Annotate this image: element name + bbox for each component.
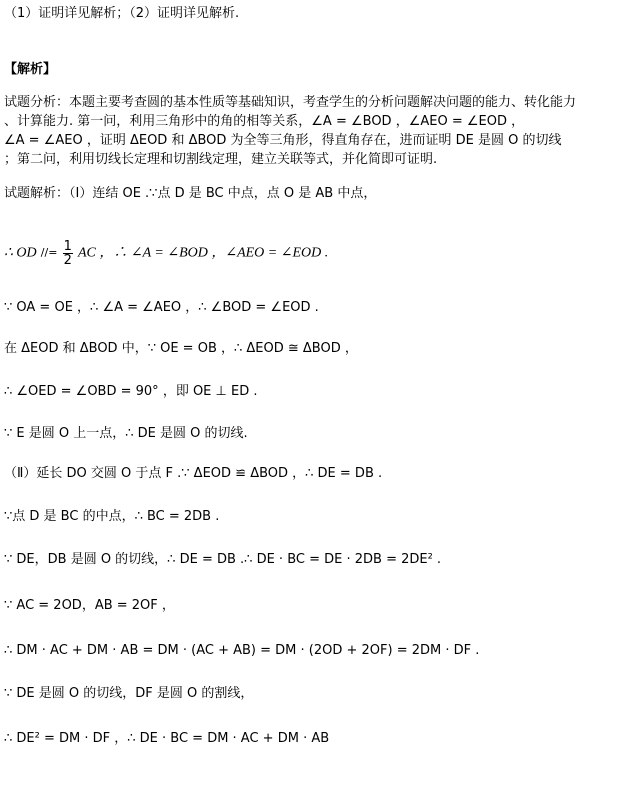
analysis-heading: 【解析】 bbox=[4, 62, 57, 77]
fraction-denominator: 2 bbox=[63, 252, 72, 268]
analysis-paragraph bbox=[4, 93, 626, 169]
solution-line-5: ∴ ∠OED = ∠OBD = 90° ，即 OE ⊥ ED . bbox=[4, 384, 258, 399]
analysis-line-1: 试题分析：本题主要考查圆的基本性质等基础知识，考查学生的分析问题解决问题的能力、转化能力 bbox=[4, 95, 577, 110]
analysis-line-4: ；第二问，利用切线长定理和切割线定理，建立关联等式，并化简即可证明. bbox=[4, 152, 438, 167]
solution-line-12: ∵ DE 是圆 O 的切线，DF 是圆 O 的割线， bbox=[4, 686, 254, 701]
solution-line-2 bbox=[4, 238, 328, 269]
solution-line-6: ∵ E 是圆 O 上一点，∴ DE 是圆 O 的切线. bbox=[4, 426, 248, 441]
answer-line: （1）证明详见解析；（2）证明详见解析. bbox=[4, 6, 240, 21]
one-half-fraction bbox=[63, 240, 73, 267]
solution-line-10: ∵ AC = 2OD，AB = 2OF ， bbox=[4, 598, 175, 613]
analysis-line-3: ∠A = ∠AEO ，证明 ΔEOD 和 ΔBOD 为全等三角形，得直角存在，进而证明 DE 是圆 O 的切线 bbox=[4, 133, 562, 148]
solution-line-8: ∵点 D 是 BC 的中点，∴ BC = 2DB . bbox=[4, 509, 220, 524]
solution-line-11: ∴ DM · AC + DM · AB = DM · (AC + AB) = DM · (2OD + 2OF) = 2DM · DF . bbox=[4, 643, 480, 658]
solution-line-9: ∵ DE，DB 是圆 O 的切线，∴ DE = DB .∴ DE · BC = DE · 2DB = 2DE² . bbox=[4, 552, 442, 567]
solution-line-1: 试题解析：（Ⅰ）连结 OE .∵点 D 是 BC 中点，点 O 是 AB 中点， bbox=[4, 186, 377, 201]
solution-line-13: ∴ DE² = DM · DF ，∴ DE · BC = DM · AC + DM · AB bbox=[4, 731, 330, 746]
analysis-line-2: 、计算能力. 第一问，利用三角形中的角的相等关系，∠A = ∠BOD ，∠AEO = ∠EOD ， bbox=[4, 114, 525, 129]
parallel-equal-symbol: //= bbox=[40, 246, 58, 259]
solution-line-7: （Ⅱ）延长 DO 交圆 O 于点 F .∵ ΔEOD ≌ ΔBOD ，∴ DE = DB . bbox=[4, 466, 383, 481]
solution-line-3: ∵ OA = OE ，∴ ∠A = ∠AEO ，∴ ∠BOD = ∠EOD . bbox=[4, 300, 319, 315]
ac-angle-expression: AC ，∴ ∠A = ∠BOD ，∠AEO = ∠EOD . bbox=[77, 245, 329, 261]
fraction-numerator: 1 bbox=[63, 238, 72, 254]
solution-line-4: 在 ΔEOD 和 ΔBOD 中，∵ OE = OB ，∴ ΔEOD ≅ ΔBOD ， bbox=[4, 341, 358, 356]
od-expression: ∴ OD bbox=[4, 245, 37, 261]
